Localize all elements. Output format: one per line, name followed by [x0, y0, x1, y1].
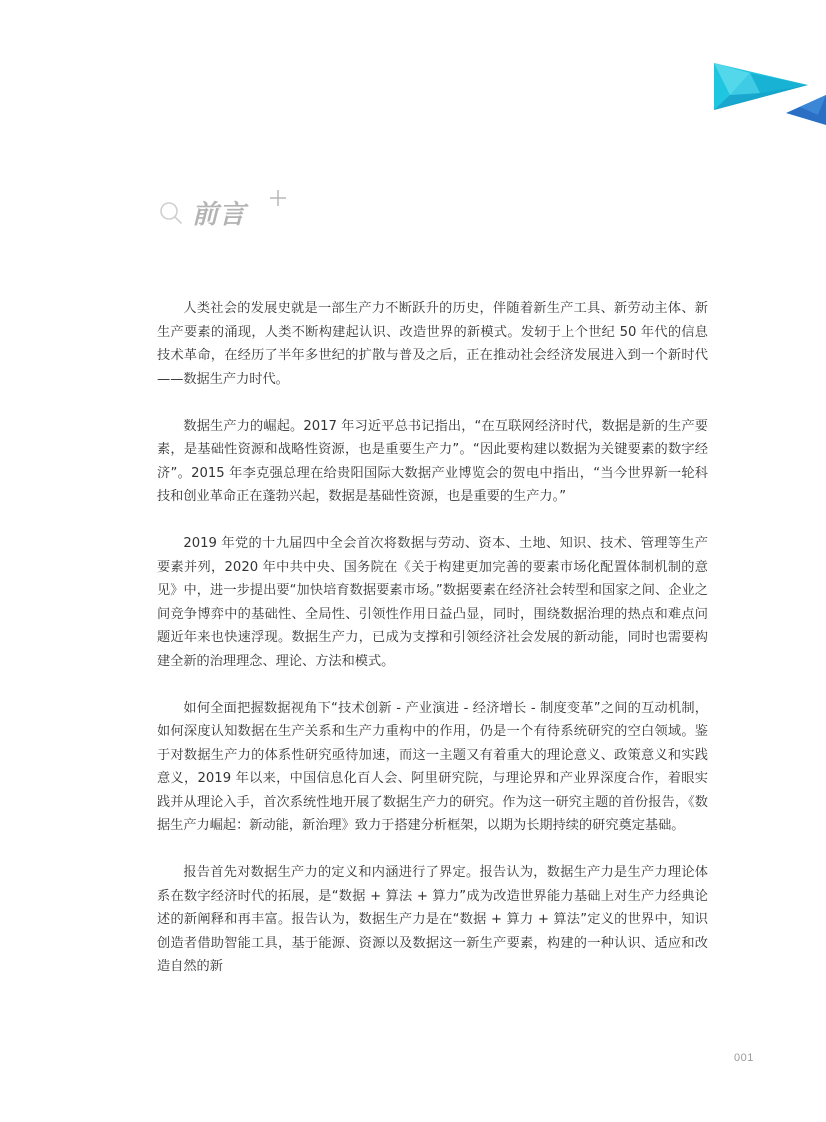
paragraph: 如何全面把握数据视角下“技术创新 - 产业演进 - 经济增长 - 制度变革”之间的互动机制，如何深度认知数据在生产关系和生产力重构中的作用，仍是一个有待系统研究的空白领域。鉴于对数据生产力的体系性研究亟待加速，而这一主题又有着重大的理论意义、政策意义和实践意义，2019 年以来，中国信息化百人会、阿里研究院，与理论界和产业界深度合作，着眼实践并从理论入手，首次系统性地开展了数据生产力的研究。作为这一研究主题的首份报告，《数据生产力崛起：新动能，新治理》致力于搭建分析框架，以期为长期持续的研究奠定基础。: [157, 700, 708, 833]
plus-icon: [268, 188, 288, 208]
paragraph: 2019 年党的十九届四中全会首次将数据与劳动、资本、土地、知识、技术、管理等生产要素并列，2020 年中共中央、国务院在《关于构建更加完善的要素市场化配置体制机制的意见》中，进一步提出要“加快培育数据要素市场。”数据要素在经济社会转型和国家之间、企业之间竞争博弈中的基础性、全局性、引领性作用日益凸显，同时，围绕数据治理的热点和难点问题近年来也快速浮现。数据生产力，已成为支撑和引领经济社会发展的新动能，同时也需要构建全新的治理理念、理论、方法和模式。: [157, 536, 708, 669]
page-number: 001: [734, 1052, 754, 1064]
search-icon: [158, 200, 184, 226]
corner-geometric-decoration: [700, 55, 826, 135]
paragraph: 报告首先对数据生产力的定义和内涵进行了界定。报告认为，数据生产力是生产力理论体系在数字经济时代的拓展，是“数据 + 算法 + 算力”成为改造世界能力基础上对生产力经典论述的新阐释和再丰富。报告认为，数据生产力是在“数据 + 算力 + 算法”定义的世界中，知识创造者借助智能工具，基于能源、资源以及数据这一新生产要素，构建的一种认识、适应和改造自然的新: [157, 865, 708, 974]
triangle-pattern-graphic: [700, 55, 826, 135]
paragraph: 人类社会的发展史就是一部生产力不断跃升的历史，伴随着新生产工具、新劳动主体、新生产要素的涌现，人类不断构建起认识、改造世界的新模式。发轫于上个世纪 50 年代的信息技术革命，在经历了半年多世纪的扩散与普及之后，正在推动社会经济发展进入到一个新时代——数据生产力时代。: [157, 301, 708, 387]
preface-body: [157, 297, 708, 1002]
page-title: 前言: [192, 200, 247, 230]
paragraph: 数据生产力的崛起。2017 年习近平总书记指出，“在互联网经济时代，数据是新的生产要素，是基础性资源和战略性资源，也是重要生产力”。“因此要构建以数据为关键要素的数字经济”。2015 年李克强总理在给贵阳国际大数据产业博览会的贺电中指出，“当今世界新一轮科技和创业革命正在蓬勃兴起，数据是基础性资源，也是重要的生产力。”: [157, 418, 708, 504]
